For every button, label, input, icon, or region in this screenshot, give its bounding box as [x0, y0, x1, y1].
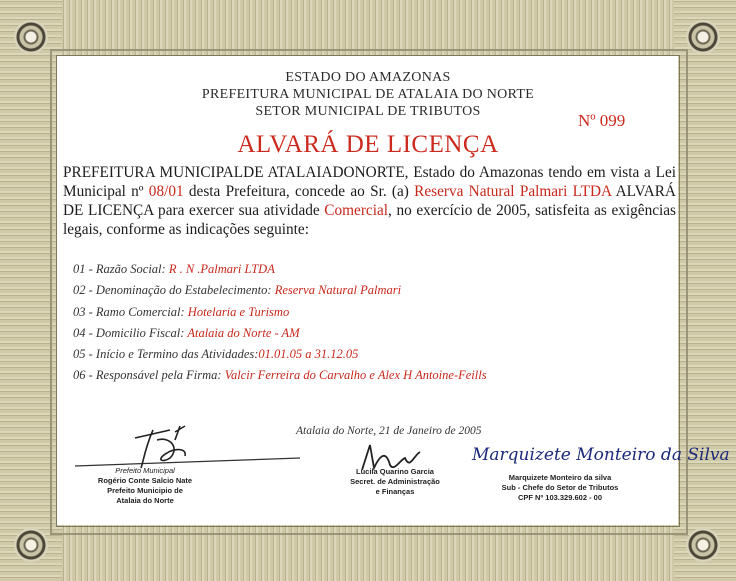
mayor-signature-scribble [75, 418, 305, 470]
grommet-icon [14, 20, 48, 54]
statement-text: PREFEITURA MUNICIPALDE ATALAIADONORTE, Estado do Amazonas tendo em vista a Lei Municipal nº [63, 164, 676, 200]
document-number: Nº 099 [578, 111, 626, 130]
treasury-signature-scribble [470, 438, 730, 472]
item-value: R . N .Palmari LTDA [168, 262, 275, 276]
item-label: 01 - Razão Social: [73, 262, 169, 276]
place-and-date: Atalaia do Norte, 21 de Janeiro de 2005 [296, 425, 482, 437]
statement-text: desta Prefeitura, concede ao Sr. (a) [183, 183, 415, 200]
grommet-icon [686, 20, 720, 54]
sig2-dept: e Finanças [375, 487, 415, 496]
sig3-script: Marquizete Monteiro da Silva [472, 445, 730, 465]
grommet-icon [686, 528, 720, 562]
grommet-icon [14, 528, 48, 562]
header-prefeitura: PREFEITURA MUNICIPAL DE ATALAIA DO NORTE [201, 87, 535, 102]
item-value: Atalaia do Norte - AM [187, 325, 300, 340]
item-label: 05 - Início e Termino das Atividades: [73, 347, 259, 362]
licensee-name: Reserva Natural Palmari LTDA [414, 183, 612, 200]
license-statement [63, 163, 676, 239]
sig2-title: Secret. de Administração [350, 477, 440, 486]
header-setor: SETOR MUNICIPAL DE TRIBUTOS [255, 104, 481, 119]
item-value: Hotelaria e Turismo [187, 304, 290, 319]
secretary-signature-block [320, 467, 470, 497]
item-label: 06 - Responsável pela Firma: [73, 368, 225, 383]
list-item [73, 365, 673, 386]
treasury-signature-block [460, 473, 660, 503]
lei-number: 08/01 [148, 183, 184, 200]
list-item [73, 302, 673, 323]
sig1-name: Rogério Conte Salcio Nate [97, 476, 193, 485]
sig1-title: Prefeito Municipio de [107, 486, 183, 495]
item-value: Reserva Natural Palmari [274, 283, 402, 298]
list-item [73, 344, 673, 365]
license-details-list [73, 259, 673, 387]
statement-text: , no exercício de 2005, satisfeita as exigências legais, conforme as indicações seguinte: [63, 202, 677, 238]
list-item [73, 323, 673, 344]
sig2-name: Lucila Quarino Garcia [356, 467, 434, 476]
activity-type: Comercial [324, 202, 389, 219]
item-value: Valcir Ferreira do Carvalho e Alex H Antoine-Feills [224, 368, 487, 383]
sig1-place: Atalaia do Norte [116, 496, 174, 505]
statement-text: ALVARÁ DE LICENÇA para exercer sua atividade [63, 183, 676, 219]
document-title: ALVARÁ DE LICENÇA [237, 131, 499, 158]
sig3-title: Sub - Chefe do Setor de Tributos [501, 483, 619, 492]
header-state: ESTADO DO AMAZONAS [285, 70, 451, 85]
list-item [73, 259, 673, 280]
sig3-name: Marquizete Monteiro da silva [508, 473, 612, 482]
list-item [73, 280, 673, 301]
item-label: 04 - Domicilio Fiscal: [73, 325, 188, 340]
sig3-cpf: CPF Nº 103.329.602 - 00 [517, 493, 603, 502]
item-label: 03 - Ramo Comercial: [73, 304, 188, 319]
item-value: 01.01.05 a 31.12.05 [258, 347, 359, 362]
mayor-signature-block [80, 466, 210, 506]
sig1-role: Prefeito Municipal [115, 466, 175, 475]
item-label: 02 - Denominação do Estabelecimento: [73, 283, 275, 298]
